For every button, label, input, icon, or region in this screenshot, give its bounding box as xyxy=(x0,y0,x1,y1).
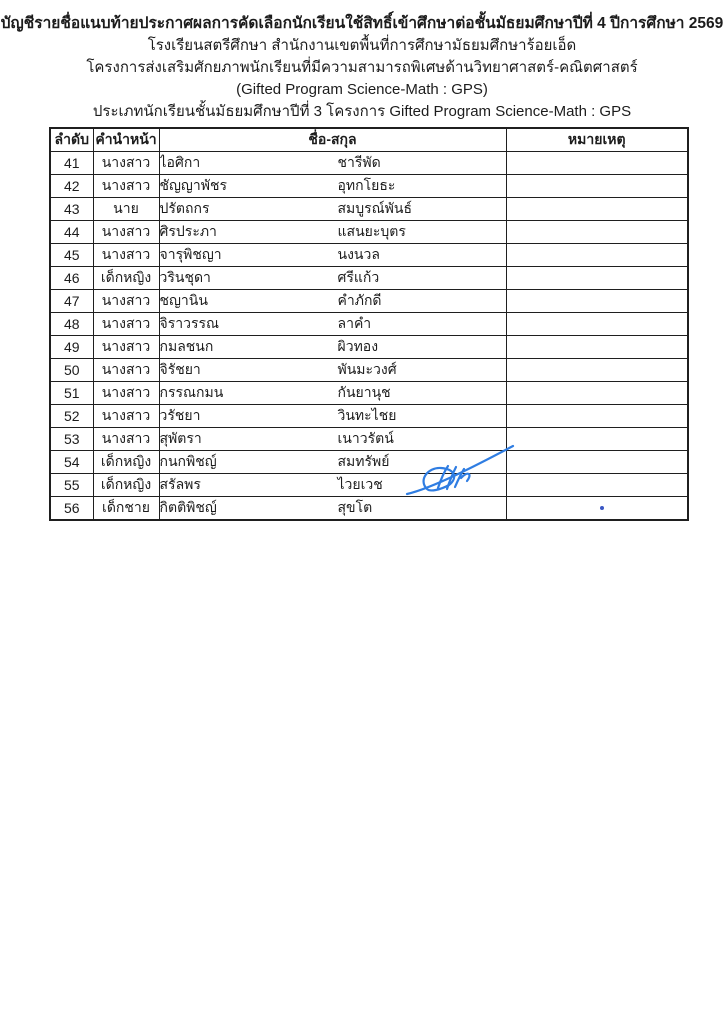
cell-last-name: อุทกโยธะ xyxy=(337,177,396,193)
table-row xyxy=(50,474,688,497)
cell-remark xyxy=(506,221,688,244)
cell-remark xyxy=(506,474,688,497)
cell-prefix: นางสาว xyxy=(93,152,159,175)
cell-name xyxy=(159,382,506,405)
cell-last-name: วินทะไชย xyxy=(337,407,397,423)
cell-first-name: กิตติพิชญ์ xyxy=(159,499,217,515)
cell-remark xyxy=(506,198,688,221)
student-table-body xyxy=(50,152,688,521)
cell-remark xyxy=(506,405,688,428)
cell-remark xyxy=(506,336,688,359)
cell-last-name: ลาคำ xyxy=(337,315,372,331)
cell-prefix: เด็กหญิง xyxy=(93,474,159,497)
cell-name xyxy=(159,221,506,244)
cell-first-name: วรินชุดา xyxy=(159,269,211,285)
table-row xyxy=(50,497,688,521)
cell-prefix: นางสาว xyxy=(93,175,159,198)
cell-first-name: วรัชยา xyxy=(159,407,201,423)
cell-name xyxy=(159,451,506,474)
cell-no: 52 xyxy=(50,405,93,428)
cell-prefix: นางสาว xyxy=(93,336,159,359)
cell-no: 55 xyxy=(50,474,93,497)
table-row xyxy=(50,313,688,336)
cell-prefix: นางสาว xyxy=(93,244,159,267)
cell-prefix: นางสาว xyxy=(93,221,159,244)
cell-no: 53 xyxy=(50,428,93,451)
cell-first-name: สุพัตรา xyxy=(159,430,202,446)
cell-name xyxy=(159,244,506,267)
title-line-3: โครงการส่งเสริมศักยภาพนักเรียนที่มีความสามารถพิเศษด้านวิทยาศาสตร์-คณิตศาสตร์ xyxy=(86,59,638,76)
table-row xyxy=(50,428,688,451)
table-header-row xyxy=(50,128,688,152)
cell-last-name: พันมะวงศ์ xyxy=(337,361,397,377)
cell-no: 43 xyxy=(50,198,93,221)
cell-no: 54 xyxy=(50,451,93,474)
cell-first-name: ปรัตถกร xyxy=(159,200,210,216)
table-row xyxy=(50,451,688,474)
cell-remark xyxy=(506,497,688,521)
table-row xyxy=(50,152,688,175)
cell-remark xyxy=(506,382,688,405)
cell-name xyxy=(159,313,506,336)
cell-name xyxy=(159,359,506,382)
cell-no: 49 xyxy=(50,336,93,359)
cell-remark xyxy=(506,267,688,290)
cell-remark xyxy=(506,152,688,175)
column-header-no: ลำดับ xyxy=(50,128,93,152)
cell-name xyxy=(159,152,506,175)
cell-last-name: แสนยะบุตร xyxy=(337,223,406,239)
table-row xyxy=(50,175,688,198)
cell-remark xyxy=(506,428,688,451)
cell-no: 44 xyxy=(50,221,93,244)
cell-name xyxy=(159,497,506,521)
cell-remark xyxy=(506,290,688,313)
cell-first-name: สรัลพร xyxy=(159,476,201,492)
cell-name xyxy=(159,336,506,359)
cell-no: 42 xyxy=(50,175,93,198)
column-header-name: ชื่อ-สกุล xyxy=(159,128,506,152)
ink-dot xyxy=(600,506,604,510)
cell-last-name: คำภักดี xyxy=(337,292,382,308)
title-line-4: (Gifted Program Science-Math : GPS) xyxy=(236,81,488,98)
cell-first-name: ชญานิน xyxy=(159,292,208,308)
cell-no: 56 xyxy=(50,497,93,521)
cell-name xyxy=(159,290,506,313)
cell-remark xyxy=(506,175,688,198)
cell-remark xyxy=(506,244,688,267)
cell-name xyxy=(159,405,506,428)
table-row xyxy=(50,336,688,359)
cell-name xyxy=(159,175,506,198)
table-row xyxy=(50,290,688,313)
student-table xyxy=(49,127,689,521)
cell-first-name: จิรัชยา xyxy=(159,361,201,377)
cell-first-name: ไอศิกา xyxy=(159,154,201,170)
table-row xyxy=(50,267,688,290)
cell-last-name: กันยานุช xyxy=(337,384,391,400)
column-header-prefix: คำนำหน้า xyxy=(93,128,159,152)
cell-no: 41 xyxy=(50,152,93,175)
table-row xyxy=(50,198,688,221)
cell-last-name: ผิวทอง xyxy=(337,338,379,354)
cell-name xyxy=(159,267,506,290)
cell-last-name: ไวยเวช xyxy=(337,476,383,492)
column-header-remark: หมายเหตุ xyxy=(506,128,688,152)
cell-last-name: ชารีพัด xyxy=(337,154,381,170)
cell-first-name: กนกพิชญ์ xyxy=(159,453,217,469)
table-row xyxy=(50,244,688,267)
cell-last-name: เนาวรัตน์ xyxy=(337,430,394,446)
cell-name xyxy=(159,474,506,497)
cell-prefix: เด็กหญิง xyxy=(93,267,159,290)
cell-remark xyxy=(506,359,688,382)
cell-prefix: นางสาว xyxy=(93,428,159,451)
table-row xyxy=(50,382,688,405)
cell-prefix: นาย xyxy=(93,198,159,221)
cell-no: 45 xyxy=(50,244,93,267)
cell-prefix: นางสาว xyxy=(93,290,159,313)
cell-last-name: สุขโต xyxy=(337,499,373,515)
cell-no: 50 xyxy=(50,359,93,382)
table-row xyxy=(50,405,688,428)
cell-no: 47 xyxy=(50,290,93,313)
cell-prefix: นางสาว xyxy=(93,313,159,336)
cell-prefix: เด็กหญิง xyxy=(93,451,159,474)
cell-last-name: สมบูรณ์พันธ์ xyxy=(337,200,413,216)
cell-name xyxy=(159,198,506,221)
title-line-1: บัญชีรายชื่อแนบท้ายประกาศผลการคัดเลือกนักเรียนใช้สิทธิ์เข้าศึกษาต่อชั้นมัธยมศึกษาปีที่ 4 ปีการศึกษา 2569 xyxy=(0,15,724,32)
cell-prefix: นางสาว xyxy=(93,382,159,405)
cell-first-name: จารุพิชญา xyxy=(159,246,222,262)
title-line-2: โรงเรียนสตรีศึกษา สำนักงานเขตพื้นที่การศึกษามัธยมศึกษาร้อยเอ็ด xyxy=(147,37,577,54)
table-row xyxy=(50,359,688,382)
cell-prefix: นางสาว xyxy=(93,359,159,382)
title-line-5: ประเภทนักเรียนชั้นมัธยมศึกษาปีที่ 3 โครงการ Gifted Program Science-Math : GPS xyxy=(92,103,632,120)
cell-first-name: กมลชนก xyxy=(159,338,214,354)
cell-no: 51 xyxy=(50,382,93,405)
cell-last-name: นงนวล xyxy=(337,246,380,262)
document-header xyxy=(0,0,724,123)
table-row xyxy=(50,221,688,244)
cell-first-name: ชัญญาพัชร xyxy=(159,177,227,193)
cell-last-name: สมทรัพย์ xyxy=(337,453,390,469)
cell-name xyxy=(159,428,506,451)
cell-remark xyxy=(506,451,688,474)
cell-prefix: เด็กชาย xyxy=(93,497,159,521)
cell-no: 46 xyxy=(50,267,93,290)
cell-prefix: นางสาว xyxy=(93,405,159,428)
cell-first-name: จิราวรรณ xyxy=(159,315,219,331)
cell-last-name: ศรีแก้ว xyxy=(337,269,380,285)
cell-remark xyxy=(506,313,688,336)
cell-first-name: กรรณกมน xyxy=(159,384,224,400)
cell-first-name: ศิรประภา xyxy=(159,223,217,239)
cell-no: 48 xyxy=(50,313,93,336)
